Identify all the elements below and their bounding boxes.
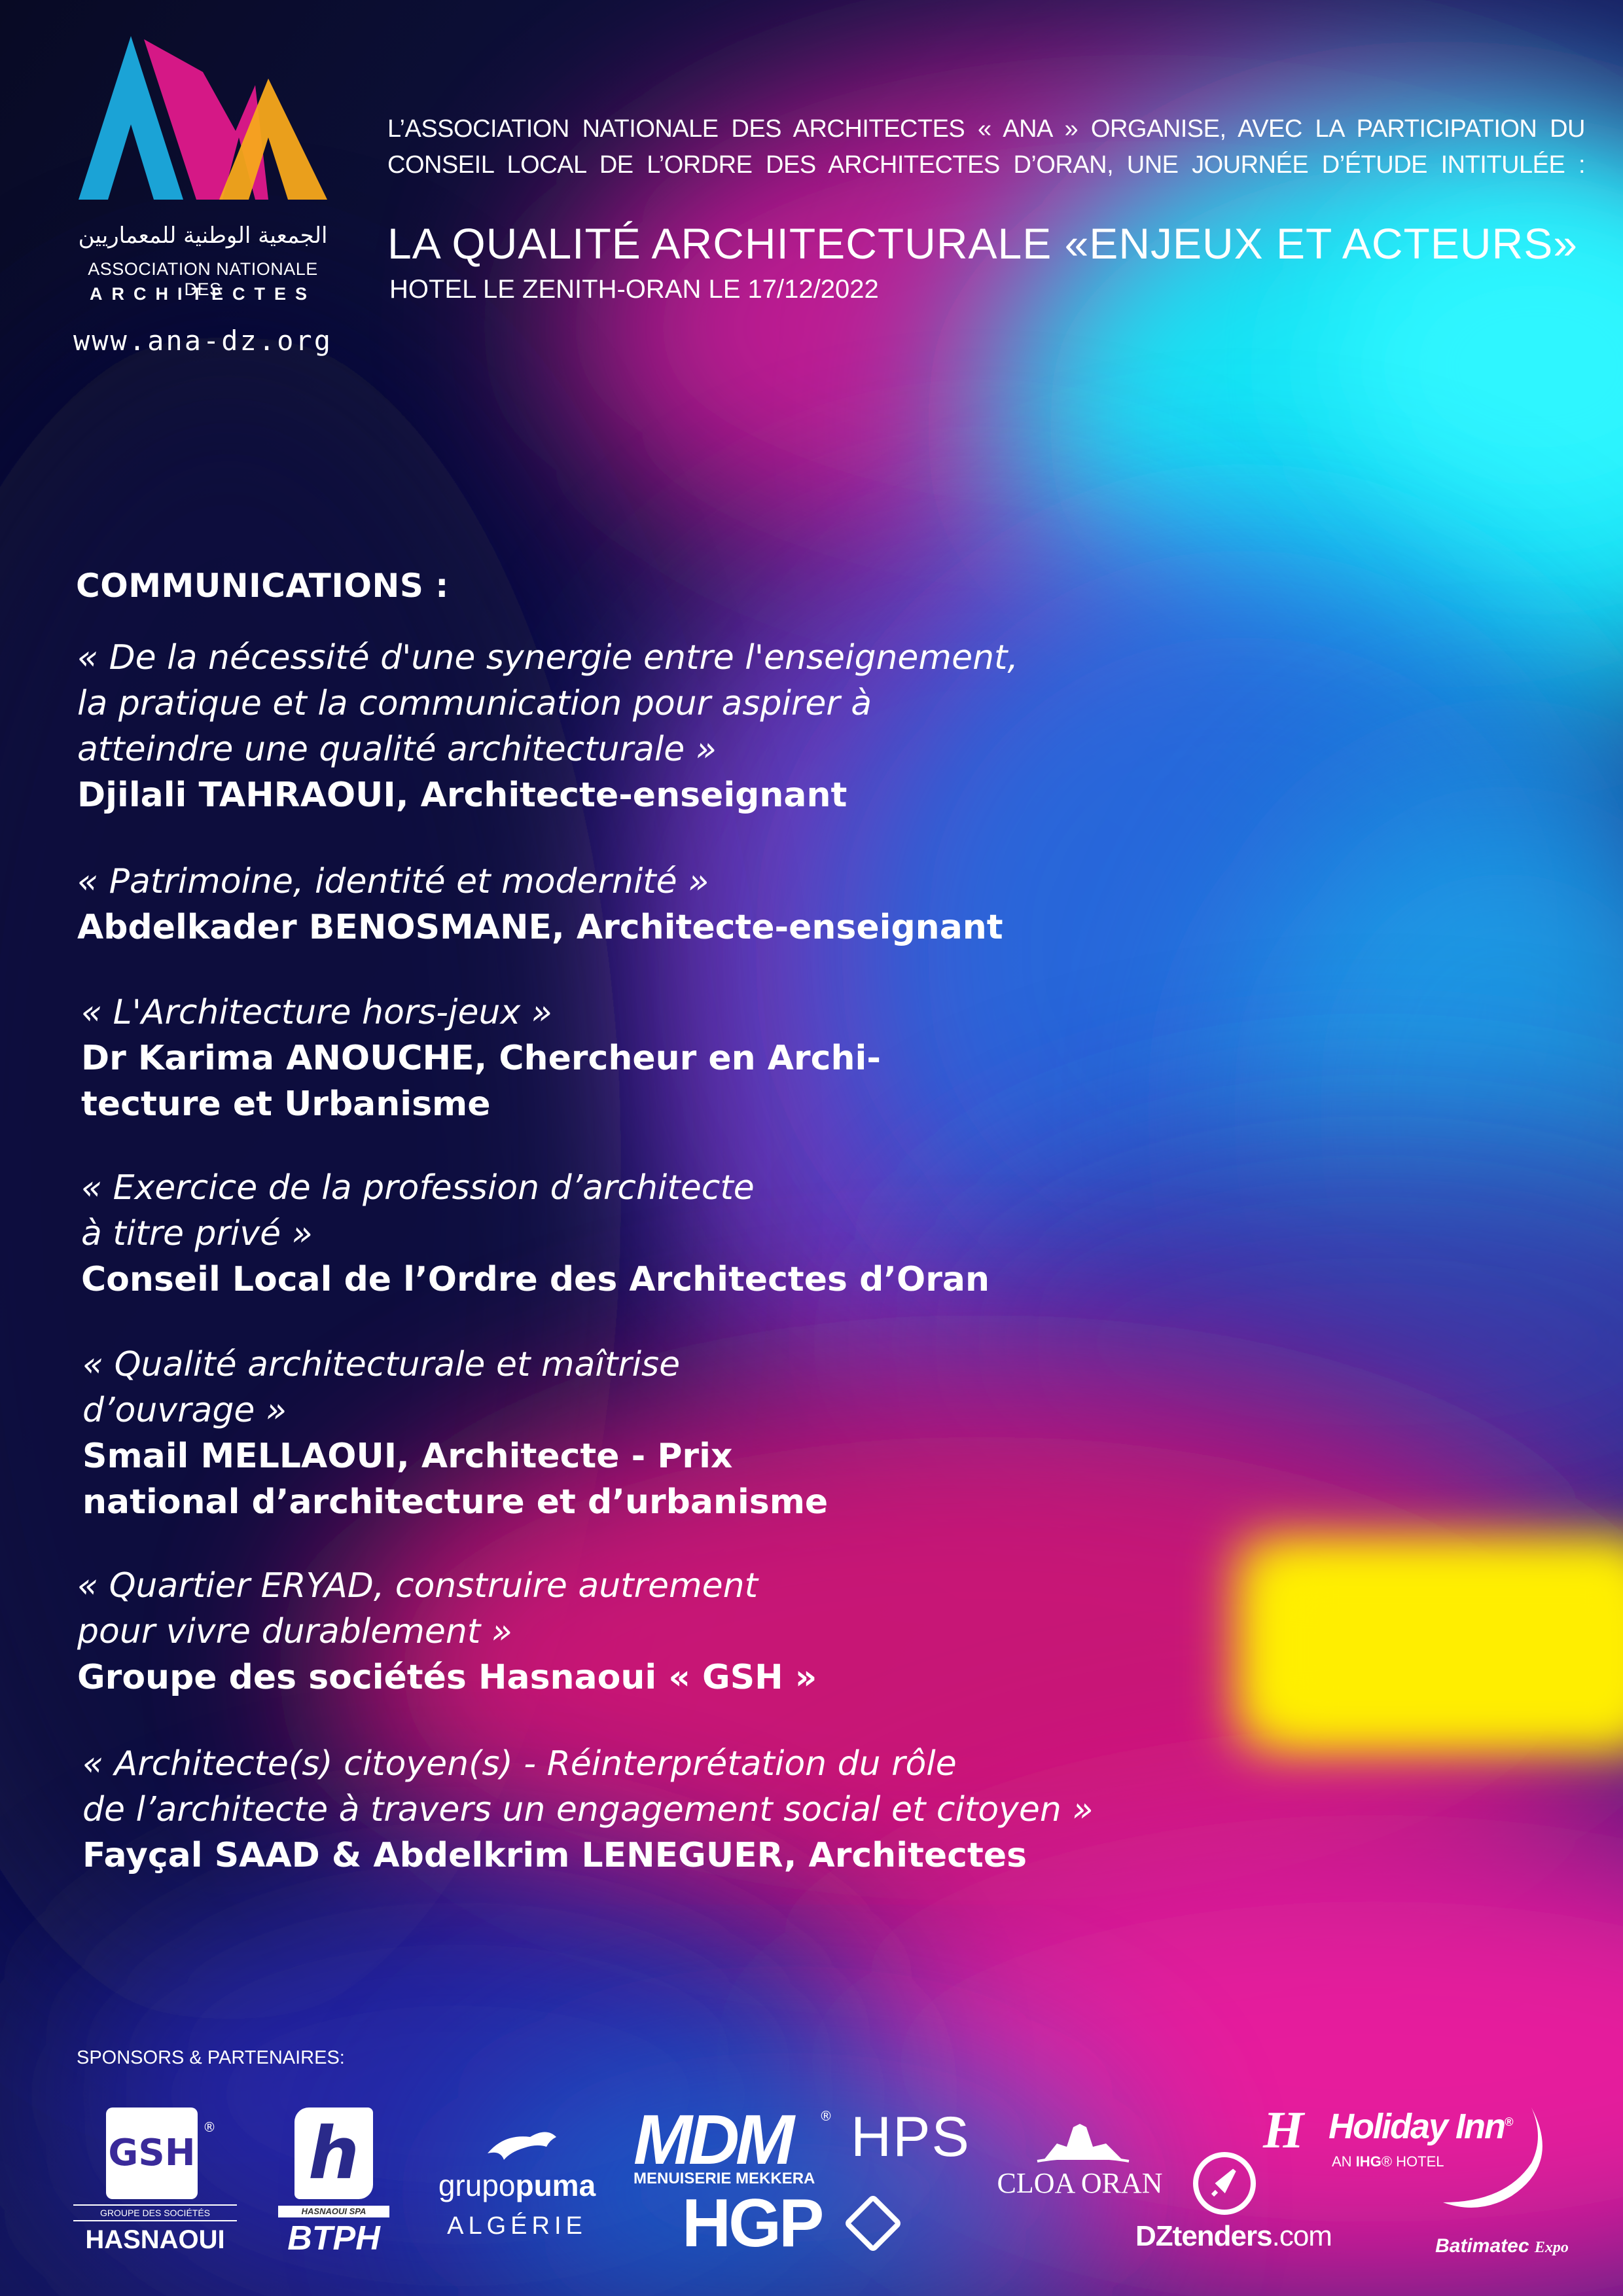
- dztenders-bold: DZtenders: [1135, 2220, 1272, 2252]
- intro-line-2: CONSEIL LOCAL DE L’ORDRE DES ARCHITECTES D’ORAN, UNE JOURNÉE D’ÉTUDE INTITULÉE :: [387, 147, 1585, 183]
- event-venue-date: HOTEL LE ZENITH-ORAN LE 17/12/2022: [389, 275, 879, 304]
- talk-author: Djilali TAHRAOUI, Architecte-enseignant: [77, 772, 1255, 818]
- btph-small-text: HASNAOUI SPA: [278, 2206, 389, 2217]
- ana-name-line1: ASSOCIATION NATIONALE DES: [72, 259, 334, 300]
- batimatec-suffix: Expo: [1535, 2239, 1569, 2256]
- talk-title-line: « Architecte(s) citoyen(s) - Réinterprétation du rôle: [82, 1741, 1260, 1787]
- communications-heading: COMMUNICATIONS :: [76, 567, 449, 605]
- gsh-registered: ®: [203, 2119, 216, 2135]
- btph-name: BTPH: [272, 2219, 396, 2258]
- holiday-sub-prefix: AN: [1332, 2153, 1356, 2170]
- holiday-h-icon: H: [1263, 2101, 1304, 2160]
- talk-author: Dr Karima ANOUCHE, Chercheur en Archi-: [81, 1035, 1259, 1081]
- event-title: LA QUALITÉ ARCHITECTURALE «ENJEUX ET ACTEURS»: [387, 218, 1585, 269]
- talk-title-line: « Qualité architecturale et maîtrise: [82, 1342, 1260, 1388]
- talk-author: Smail MELLAOUI, Architecte - Prix: [82, 1433, 1260, 1479]
- ana-arabic-name: الجمعية الوطنية للمعماريين: [72, 223, 334, 249]
- batimatec-name: Batimatec: [1435, 2235, 1529, 2257]
- talk-title-line: atteindre une qualité architecturale »: [77, 726, 1255, 772]
- talk-author: tecture et Urbanisme: [81, 1081, 1259, 1127]
- talk-author: Fayçal SAAD & Abdelkrim LENEGUER, Architectes: [82, 1833, 1260, 1878]
- talk-title-line: « Exercice de la profession d’architecte: [81, 1165, 1259, 1211]
- talk-title-line: « L'Architecture hors-jeux »: [81, 990, 1259, 1035]
- ana-name-line2: ARCHITECTES: [72, 284, 334, 304]
- hgp-logo: HGP: [682, 2188, 821, 2259]
- talk-author: national d’architecture et d’urbanisme: [82, 1479, 1260, 1525]
- mdm-registered: ®: [819, 2108, 832, 2124]
- talk-author: Abdelkader BENOSMANE, Architecte-enseignant: [77, 905, 1255, 950]
- cloa-name: CLOA ORAN: [995, 2166, 1165, 2200]
- sponsors-heading: SPONSORS & PARTENAIRES:: [77, 2047, 345, 2069]
- website-link[interactable]: www.ana-dz.org: [72, 325, 334, 357]
- mdm-subtitle: MENUISERIE MEKKERA: [633, 2170, 815, 2188]
- holiday-sub-suffix: ® HOTEL: [1382, 2153, 1444, 2170]
- gsh-small-text: GROUPE DES SOCIÉTÉS: [73, 2204, 237, 2221]
- talk-title-line: à titre privé »: [81, 1211, 1259, 1257]
- talk-title-line: d’ouvrage »: [82, 1388, 1260, 1433]
- talk-title-line: « Quartier ERYAD, construire autrement: [77, 1563, 1255, 1609]
- mdm-logo: MDM: [633, 2104, 791, 2175]
- btph-h-mark-icon: h: [294, 2108, 373, 2199]
- puma-country: ALGÉRIE: [432, 2212, 602, 2240]
- talk-title-line: « De la nécessité d'une synergie entre l'enseignement,: [77, 635, 1255, 681]
- talk-author: Groupe des sociétés Hasnaoui « GSH »: [77, 1655, 1255, 1700]
- talk-title-line: « Patrimoine, identité et modernité »: [77, 859, 1255, 905]
- gsh-name: HASNAOUI: [73, 2225, 237, 2255]
- talk-title-line: pour vivre durablement »: [77, 1609, 1255, 1655]
- gsh-mark: GSH: [106, 2108, 198, 2199]
- talk-title-line: de l’architecte à travers un engagement social et citoyen »: [82, 1787, 1260, 1833]
- dztenders-light: .com: [1272, 2220, 1332, 2252]
- holiday-sub-bold: IHG: [1356, 2153, 1382, 2170]
- puma-name-bold: puma: [515, 2168, 596, 2202]
- talk-title-line: la pratique et la communication pour aspirer à: [77, 681, 1255, 726]
- hps-logo: HPS: [851, 2108, 971, 2166]
- intro-line-1: L’ASSOCIATION NATIONALE DES ARCHITECTES « ANA » ORGANISE, AVEC LA PARTICIPATION DU: [387, 111, 1585, 147]
- holiday-tm: ®: [1505, 2115, 1512, 2128]
- holiday-name: Holiday Inn: [1329, 2107, 1505, 2146]
- puma-name-light: grupo: [438, 2168, 516, 2202]
- talk-author: Conseil Local de l’Ordre des Architectes d’Oran: [81, 1257, 1259, 1302]
